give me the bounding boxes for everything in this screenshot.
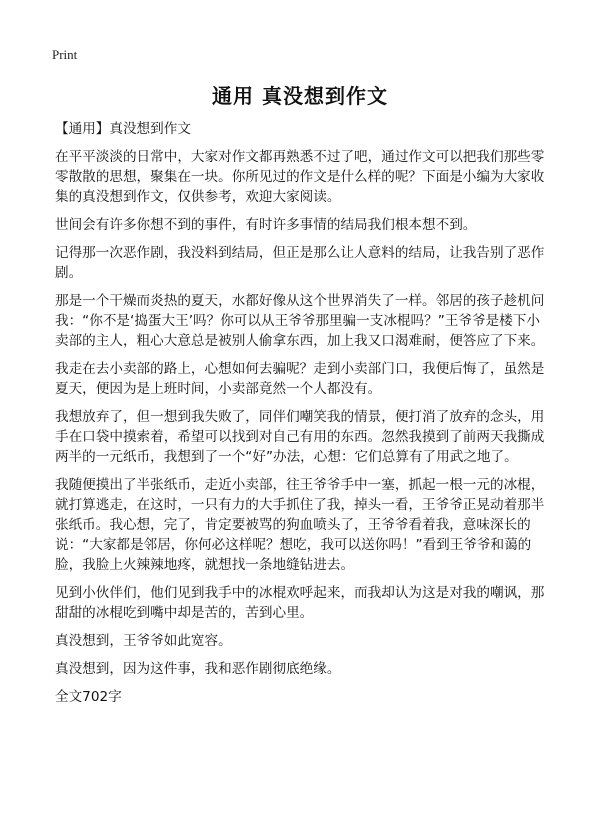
paragraph: 在平平淡淡的日常中，大家对作文都再熟悉不过了吧，通过作文可以把我们那些零零散散的思想，聚集在一块。你所见过的作文是什么样的呢？下面是小编为大家收集的真没想到作文，仅供参考，欢迎大家阅读。 <box>55 149 545 205</box>
word-count: 全文702字 <box>55 689 122 705</box>
paragraph: 世间会有许多你想不到的事件，有时许多事情的结局我们根本想不到。 <box>55 217 477 233</box>
article-subheading: 【通用】真没想到作文 <box>55 121 191 137</box>
paragraph: 我想放弃了，但一想到我失败了，同伴们嘲笑我的情景，便打消了放弃的念头，用手在口袋中摸索着，希望可以找到对自己有用的东西。忽然我摸到了前两天我撕成两半的一元纸币，我想到了一个“好”办法，心想：它们总算有了用武之地了。 <box>55 409 545 465</box>
paragraph: 见到小伙伴们，他们见到我手中的冰棍欢呼起来，而我却认为这是对我的嘲讽，那甜甜的冰棍吃到嘴中却是苦的，苦到心里。 <box>55 585 545 621</box>
paragraph: 那是一个干燥而炎热的夏天，水都好像从这个世界消失了一样。邻居的孩子趁机问我：“你不是‘捣蛋大王’吗？你可以从王爷爷那里骗一支冰棍吗？”王爷爷是楼下小卖部的主人，粗心大意总是被别人偷拿东西，加上我又口渴难耐，便答应了下来。 <box>55 293 545 349</box>
paragraph: 真没想到，王爷爷如此宽容。 <box>55 633 232 649</box>
paragraph: 我走在去小卖部的路上，心想如何去骗呢？走到小卖部门口，我便后悔了，虽然是夏天，便因为是上班时间，小卖部竟然一个人都没有。 <box>55 361 545 397</box>
paragraph: 真没想到，因为这件事，我和恶作剧彻底绝缘。 <box>55 661 341 677</box>
print-link[interactable]: Print <box>52 47 78 62</box>
article-body <box>55 119 551 715</box>
page-title: 通用 真没想到作文 <box>212 84 388 108</box>
paragraph: 我随便摸出了半张纸币，走近小卖部，往王爷爷手中一塞，抓起一根一元的冰棍，就打算逃走，在这时，一只有力的大手抓住了我，掉头一看，王爷爷正晃动着那半张纸币。我心想，完了，肯定要被骂的狗血喷头了，王爷爷看着我，意味深长的说：“大家都是邻居，你何必这样呢？想吃，我可以送你吗！”看到王爷爷和蔼的脸，我脸上火辣辣地疼，就想找一条地缝钻进去。 <box>55 477 545 573</box>
paragraph: 记得那一次恶作剧，我没料到结局，但正是那么让人意料的结局，让我告别了恶作剧。 <box>55 245 545 281</box>
